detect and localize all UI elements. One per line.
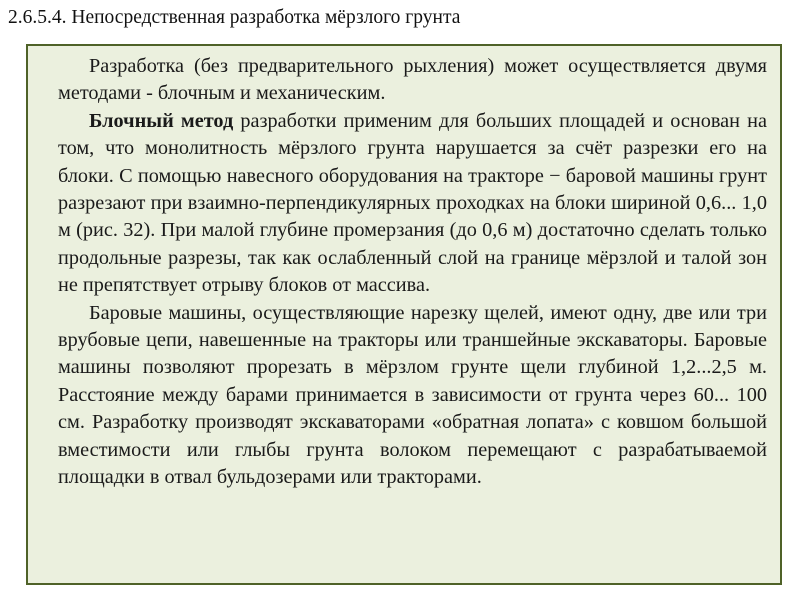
term-block-method: Блочный метод	[89, 109, 234, 132]
slide-title: 2.6.5.4. Непосредственная разработка мёрзлого грунта	[8, 7, 461, 28]
paragraph-intro-text: Разработка (без предварительного рыхления) может осуществляется двумя методами - блочным и механическим.	[58, 55, 767, 105]
text-box	[26, 44, 782, 585]
paragraph-intro	[58, 53, 767, 108]
paragraph-block-method	[58, 108, 767, 300]
paragraph-bar-machines-text: Баровые машины, осуществляющие нарезку щелей, имеют одну, две или три врубовые цепи, навешенные на тракторы или траншейные экскаваторы. Баровые машины позволяют прорезать в мёрзлом грунте щели глубиной 1,2...2,5 м. Расстояние между барами принимается в зависимости от грунта через 60... 100 см. Разработку производят экскаваторами «обратная лопата» с ковшом большой вместимости или глыбы грунта волоком перемещают с разрабатываемой площадки в отвал бульдозерами или тракторами.	[58, 301, 767, 489]
paragraph-block-method-text: разработки применим для больших площадей и основан на том, что монолитность мёрзлого грунта нарушается за счёт разрезки его на блоки. С помощью навесного оборудования на тракторе − баровой машины грунт разрезают при взаимно-перпендикулярных проходках на блоки шириной 0,6... 1,0 м (рис. 32). При малой глубине промерзания (до 0,6 м) достаточно сделать только продольные разрезы, так как ослабленный слой на границе мёрзлой и талой зон не препятствует отрыву блоков от массива.	[58, 109, 767, 297]
paragraph-bar-machines	[58, 300, 767, 492]
